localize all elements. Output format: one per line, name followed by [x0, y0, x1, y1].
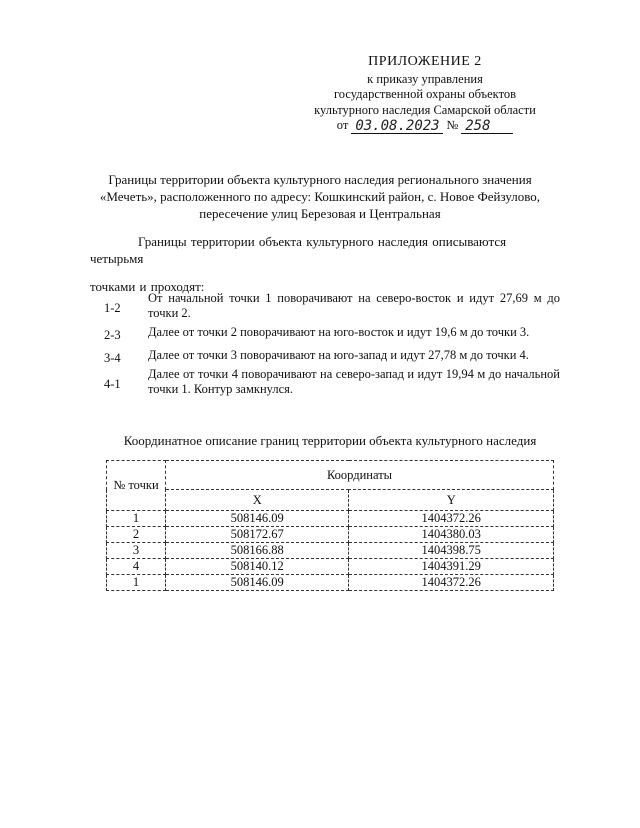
route-row [104, 367, 560, 396]
route-segment: 3-4 [104, 350, 121, 365]
table-row [107, 527, 554, 543]
cell-point: 2 [107, 527, 166, 543]
table-subheader-row [107, 490, 554, 511]
route-text: От начальной точки 1 поворачивают на северо-восток и идут 27,69 м до точки 2. [148, 291, 560, 320]
order-number: 258 [461, 119, 513, 134]
route-description [104, 291, 560, 398]
appendix-title: ПРИЛОЖЕНИЕ 2 [368, 54, 482, 69]
appendix-line: к приказу управления [367, 71, 483, 86]
intro-paragraph [90, 233, 560, 295]
coordinates-table [106, 460, 554, 591]
cell-x: 508166.88 [166, 543, 349, 559]
cell-x: 508146.09 [166, 511, 349, 527]
intro-text: Границы территории объекта культурного наследия описываются четырьмя [90, 234, 507, 266]
document-title: Границы территории объекта культурного наследия регионального значения «Мечеть», расположенного по адресу: Кошкинский район, с. Новое Фейзулово, пересечение улиц Березовая и Центральная [99, 172, 541, 221]
appendix-line: культурного наследия Самарской области [314, 102, 536, 117]
route-row [104, 291, 560, 320]
cell-y: 1404372.26 [349, 575, 554, 591]
table-row [107, 559, 554, 575]
route-row [104, 345, 560, 366]
order-date-line [290, 118, 560, 134]
route-segment: 2-3 [104, 328, 121, 342]
cell-x: 508146.09 [166, 575, 349, 591]
header-y: Y [349, 490, 554, 511]
header-coordinates: Координаты [166, 461, 554, 490]
cell-x: 508140.12 [166, 559, 349, 575]
route-text: Далее от точки 3 поворачивают на юго-запад и идут 27,78 м до точки 4. [148, 347, 529, 362]
table-header-row [107, 461, 554, 490]
header-point-number: № точки [107, 461, 166, 511]
cell-point: 1 [107, 575, 166, 591]
cell-y: 1404391.29 [349, 559, 554, 575]
appendix-block [290, 54, 560, 134]
header-x: X [166, 490, 349, 511]
cell-point: 1 [107, 511, 166, 527]
order-date: 03.08.2023 [351, 119, 443, 134]
table-row [107, 511, 554, 527]
date-prefix: от [336, 118, 349, 132]
number-prefix: № [446, 118, 459, 132]
intro-tail: точками и проходят: [90, 279, 205, 294]
route-segment: 1-2 [104, 301, 121, 316]
route-row [104, 322, 560, 343]
cell-point: 3 [107, 543, 166, 559]
table-row [107, 543, 554, 559]
route-text: Далее от точки 2 поворачивают на юго-восток и идут 19,6 м до точки 3. [148, 325, 530, 339]
cell-y: 1404380.03 [349, 527, 554, 543]
route-text: Далее от точки 4 поворачивают на северо-запад и идут 19,94 м до начальной точки 1. Контур замкнулся. [148, 367, 560, 396]
cell-x: 508172.67 [166, 527, 349, 543]
cell-point: 4 [107, 559, 166, 575]
table-caption: Координатное описание границ территории объекта культурного наследия [123, 433, 537, 448]
appendix-line: государственной охраны объектов [333, 87, 517, 101]
cell-y: 1404372.26 [349, 511, 554, 527]
cell-y: 1404398.75 [349, 543, 554, 559]
route-segment: 4-1 [104, 377, 121, 392]
table-row [107, 575, 554, 591]
